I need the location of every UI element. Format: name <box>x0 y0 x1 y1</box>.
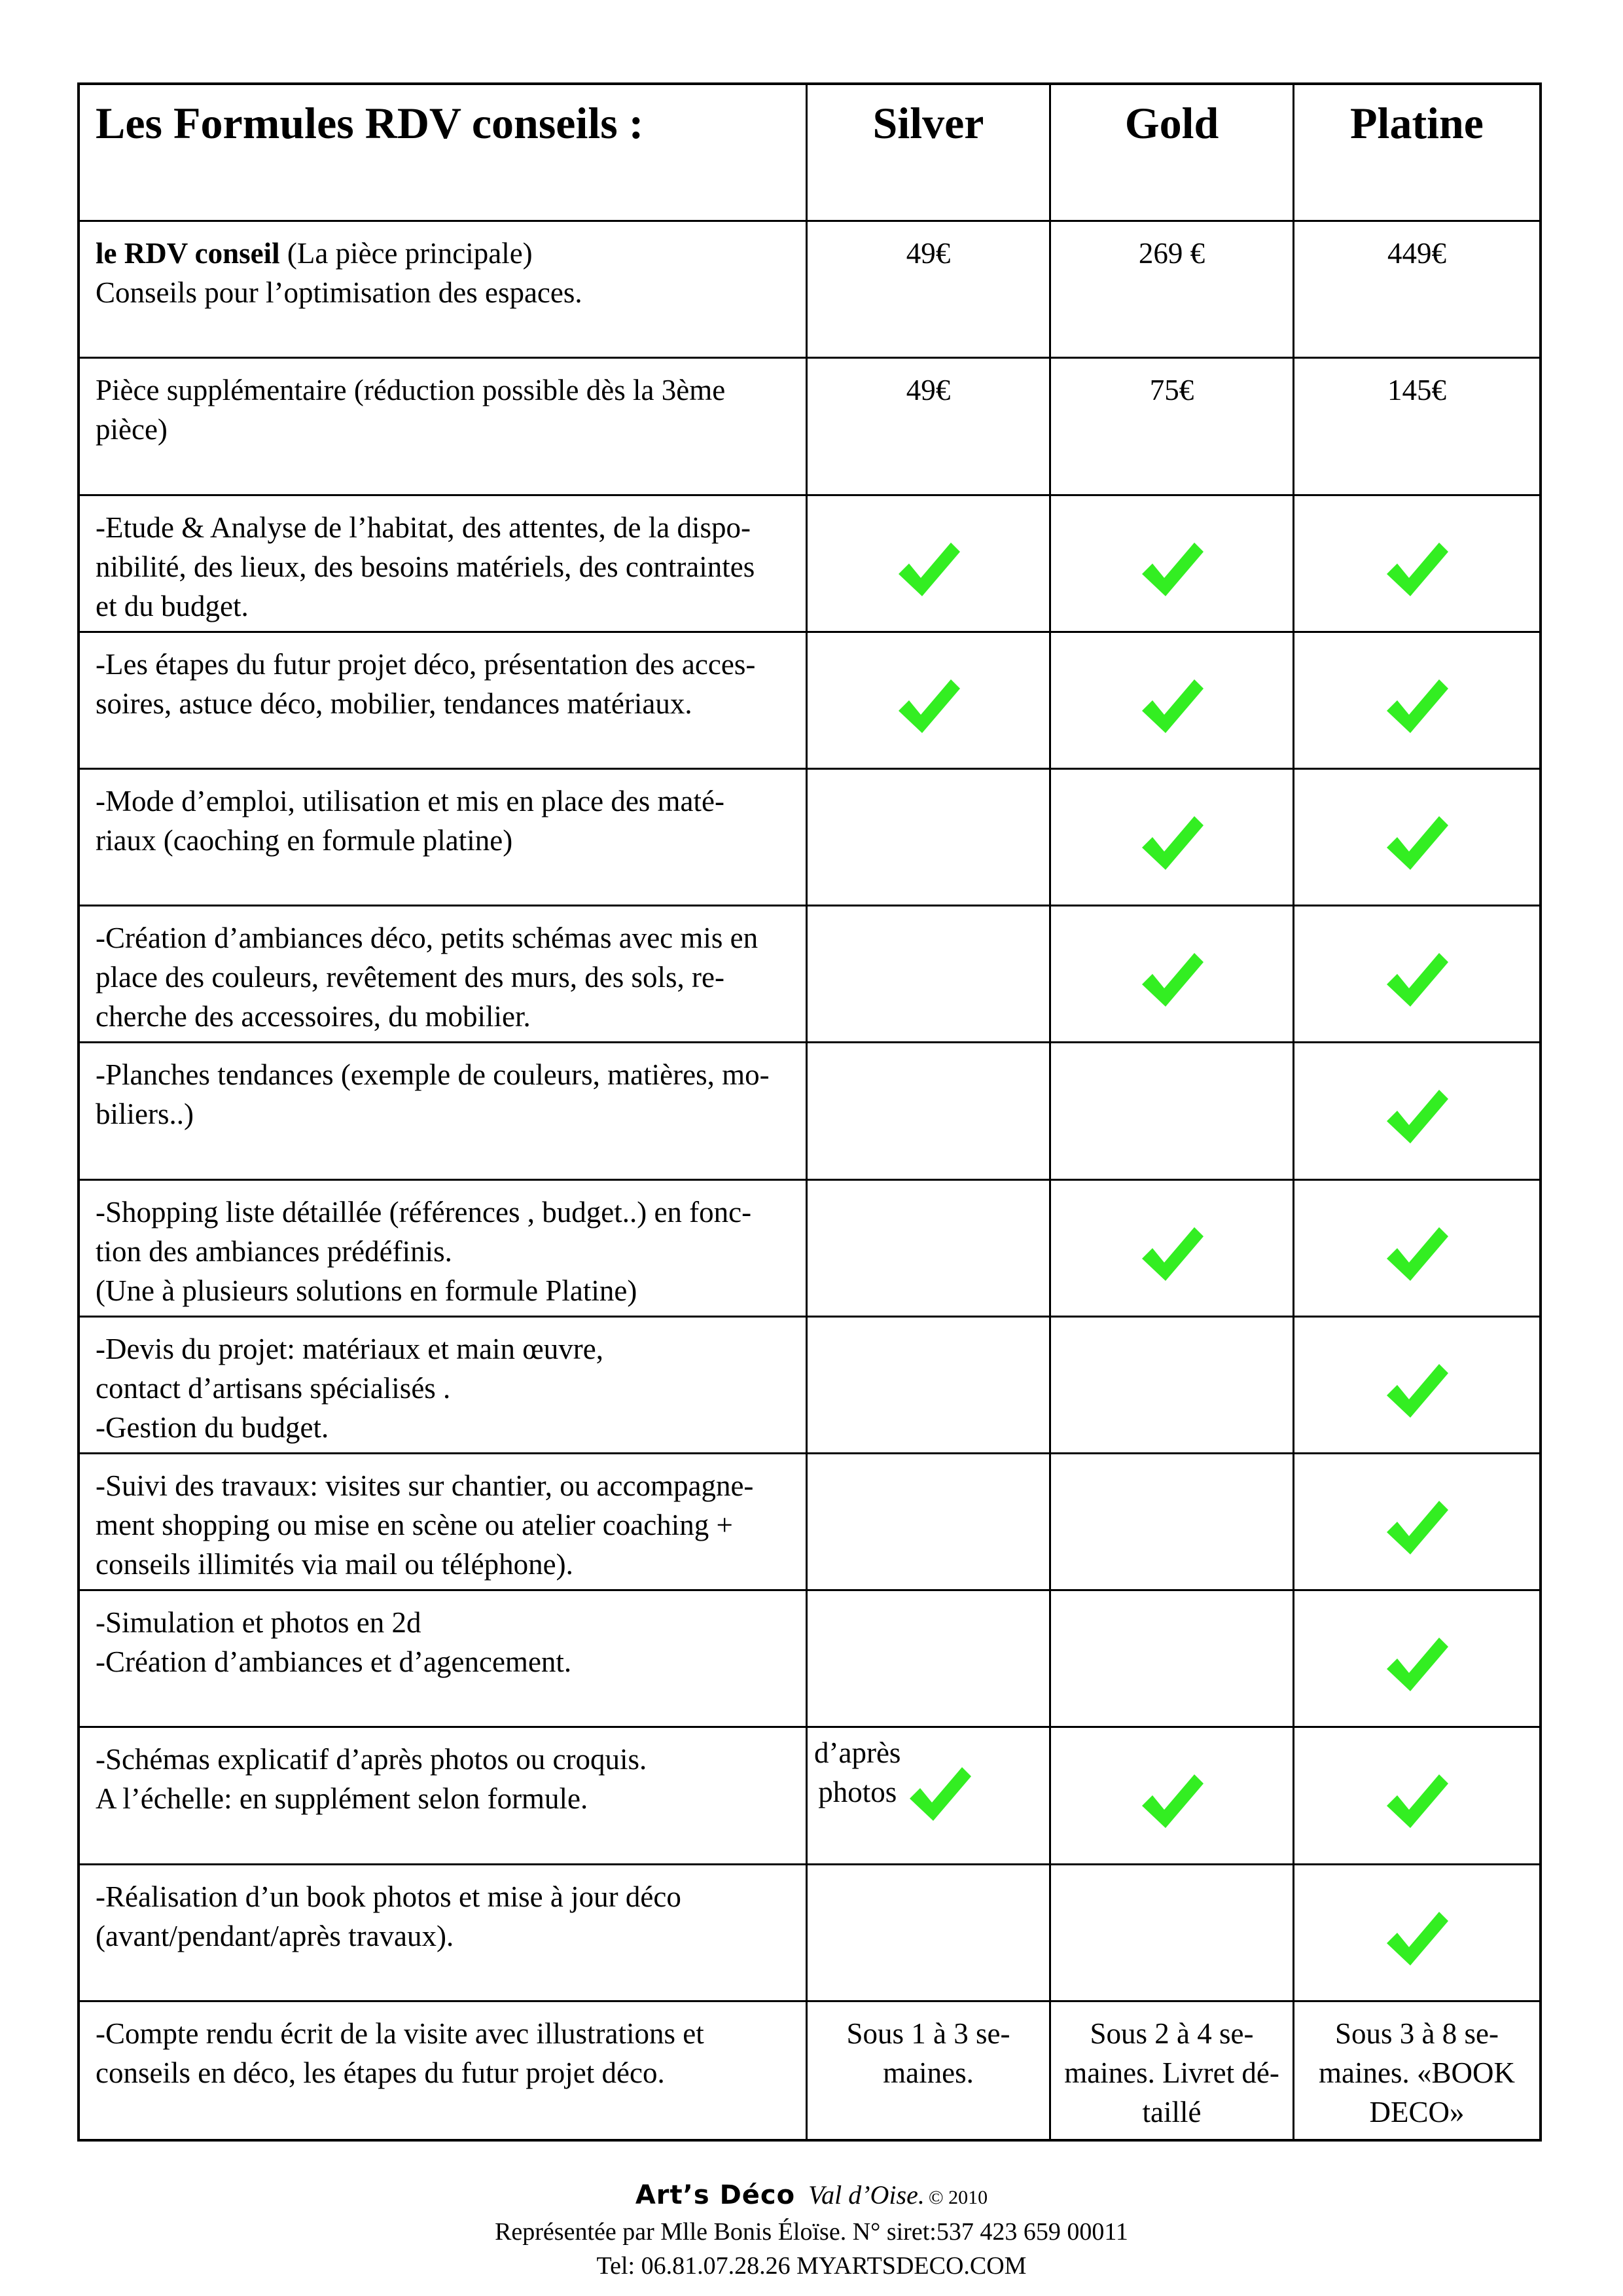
row-description-text: -Planches tendances (exemple de couleurs, matières, mo- biliers..) <box>96 1058 770 1131</box>
cell-silver <box>808 359 1051 495</box>
formules-table <box>77 82 1542 2142</box>
cell-platine <box>1294 2002 1539 2139</box>
cell-gold <box>1051 1454 1294 1591</box>
cell-value: 49€ <box>906 237 951 270</box>
cell-silver <box>808 770 1051 906</box>
check-icon <box>1383 677 1451 736</box>
row-description-text: -Les étapes du futur projet déco, présentation des acces- soires, astuce déco, mobilier, tendances matériaux. <box>96 647 756 720</box>
cell-value: 49€ <box>906 374 951 407</box>
cell-note: d’après photos <box>814 1736 901 1809</box>
cell-gold <box>1051 1043 1294 1180</box>
check-icon <box>1383 540 1451 599</box>
check-icon <box>1383 950 1451 1009</box>
row-description <box>80 633 808 770</box>
check-icon <box>1383 1361 1451 1420</box>
cell-silver <box>808 1181 1051 1318</box>
cell-silver <box>808 1318 1051 1454</box>
brand-place: Val d’Oise. <box>808 2180 925 2210</box>
row-description <box>80 1591 808 1728</box>
check-icon <box>1383 1087 1451 1146</box>
cell-platine <box>1294 770 1539 906</box>
cell-value: 75€ <box>1149 374 1194 407</box>
plan-header-platine: Platine <box>1294 85 1539 222</box>
cell-value: 145€ <box>1387 374 1446 407</box>
check-icon <box>1138 814 1206 872</box>
row-label-bold: le RDV conseil <box>96 237 280 270</box>
cell-platine <box>1294 1728 1539 1865</box>
cell-gold <box>1051 1318 1294 1454</box>
row-description-text: -Schémas explicatif d’après photos ou croquis. A l’échelle: en supplément selon formule. <box>96 1743 647 1816</box>
cell-value: Sous 2 à 4 se- maines. Livret dé- taillé <box>1064 2017 1279 2128</box>
cell-silver <box>808 1591 1051 1728</box>
row-description-text: -Suivi des travaux: visites sur chantier, ou accompagne- ment shopping ou mise en scène ou atelier coaching + conseils illimités via mail ou téléphone). <box>96 1469 754 1581</box>
check-icon <box>906 1765 974 1823</box>
cell-silver <box>808 1454 1051 1591</box>
row-description-text: -Shopping liste détaillée (références , budget..) en fonc- tion des ambiances prédéfinis. (Une à plusieurs solutions en formule Platine) <box>96 1195 752 1307</box>
row-description <box>80 1043 808 1180</box>
row-description <box>80 1728 808 1865</box>
row-description-text: -Simulation et photos en 2d -Création d’ambiances et d’agencement. <box>96 1606 572 1679</box>
row-description-text: -Réalisation d’un book photos et mise à jour déco (avant/pendant/après travaux). <box>96 1880 681 1952</box>
cell-platine <box>1294 1318 1539 1454</box>
cell-silver <box>808 222 1051 359</box>
cell-gold <box>1051 1865 1294 2002</box>
cell-silver <box>808 633 1051 770</box>
check-icon <box>1138 677 1206 736</box>
cell-value: 269 € <box>1138 237 1205 270</box>
cell-gold <box>1051 770 1294 906</box>
cell-platine <box>1294 1591 1539 1728</box>
row-description-text: -Mode d’emploi, utilisation et mis en place des maté- riaux (caoching en formule platine) <box>96 784 724 857</box>
row-description <box>80 1318 808 1454</box>
row-description <box>80 1865 808 2002</box>
row-description-text: -Compte rendu écrit de la visite avec illustrations et conseils en déco, les étapes du futur projet déco. <box>96 2017 704 2089</box>
cell-gold <box>1051 2002 1294 2139</box>
row-description-text: (La pièce principale) Conseils pour l’optimisation des espaces. <box>96 237 582 310</box>
row-description <box>80 359 808 495</box>
table-title: Les Formules RDV conseils : <box>80 85 808 222</box>
plan-header-silver: Silver <box>808 85 1051 222</box>
cell-silver <box>808 496 1051 633</box>
cell-gold <box>1051 633 1294 770</box>
cell-value: Sous 3 à 8 se- maines. «BOOK DECO» <box>1319 2017 1515 2128</box>
cell-platine <box>1294 222 1539 359</box>
cell-gold <box>1051 496 1294 633</box>
row-description <box>80 222 808 359</box>
cell-platine <box>1294 359 1539 495</box>
check-icon <box>895 677 963 736</box>
check-icon <box>1383 1225 1451 1283</box>
cell-gold <box>1051 359 1294 495</box>
check-icon <box>1383 1498 1451 1557</box>
check-icon <box>895 540 963 599</box>
cell-value: 449€ <box>1387 237 1446 270</box>
cell-platine <box>1294 633 1539 770</box>
cell-platine <box>1294 906 1539 1043</box>
row-description <box>80 770 808 906</box>
cell-gold <box>1051 1728 1294 1865</box>
check-icon <box>1383 1635 1451 1694</box>
page-footer <box>0 2178 1623 2283</box>
cell-gold <box>1051 1591 1294 1728</box>
cell-platine <box>1294 1454 1539 1591</box>
row-description <box>80 906 808 1043</box>
cell-gold <box>1051 1181 1294 1318</box>
check-icon <box>1138 1225 1206 1283</box>
brand-logo: Art’s Déco <box>635 2180 796 2210</box>
cell-gold <box>1051 222 1294 359</box>
check-icon <box>1383 1909 1451 1968</box>
cell-silver <box>808 1728 1051 1865</box>
cell-silver <box>808 2002 1051 2139</box>
cell-silver <box>808 1865 1051 2002</box>
footer-representative: Représentée par Mlle Bonis Éloïse. N° siret:537 423 659 00011 <box>495 2218 1128 2246</box>
cell-platine <box>1294 496 1539 633</box>
row-description-text: -Création d’ambiances déco, petits schémas avec mis en place des couleurs, revêtement des murs, des sols, re- cherche des accessoires, du mobilier. <box>96 922 758 1033</box>
cell-gold <box>1051 906 1294 1043</box>
row-description <box>80 2002 808 2139</box>
cell-platine <box>1294 1043 1539 1180</box>
cell-silver <box>808 906 1051 1043</box>
row-description-text: Pièce supplémentaire (réduction possible dès la 3ème pièce) <box>96 374 726 446</box>
check-icon <box>1138 540 1206 599</box>
check-icon <box>1138 1772 1206 1831</box>
row-description <box>80 1181 808 1318</box>
row-description <box>80 1454 808 1591</box>
row-description <box>80 496 808 633</box>
cell-platine <box>1294 1181 1539 1318</box>
row-description-text: -Devis du projet: matériaux et main œuvre, contact d’artisans spécialisés . -Gestion du budget. <box>96 1332 604 1444</box>
row-description-text: -Etude & Analyse de l’habitat, des attentes, de la dispo- nibilité, des lieux, des besoins matériels, des contraintes et du budget. <box>96 511 755 622</box>
check-icon <box>1383 1772 1451 1831</box>
cell-platine <box>1294 1865 1539 2002</box>
footer-contact: Tel: 06.81.07.28.26 MYARTSDECO.COM <box>596 2252 1027 2280</box>
plan-header-gold: Gold <box>1051 85 1294 222</box>
cell-silver <box>808 1043 1051 1180</box>
footer-brand-line <box>0 2178 1623 2215</box>
check-icon <box>1138 950 1206 1009</box>
brand-copyright: © 2010 <box>928 2187 988 2208</box>
check-icon <box>1383 814 1451 872</box>
cell-value: Sous 1 à 3 se- maines. <box>846 2017 1010 2089</box>
